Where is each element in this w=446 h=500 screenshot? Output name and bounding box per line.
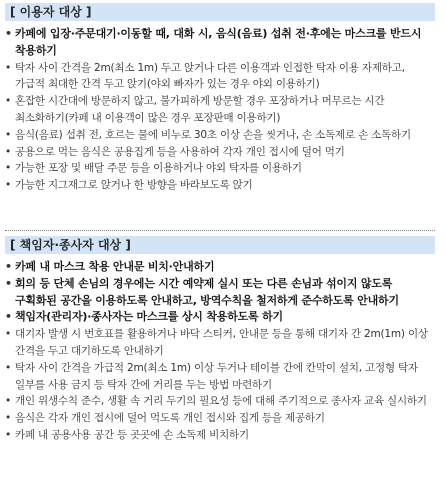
list-item: • 탁자 사이 간격을 2m(최소 1m) 두고 앉거나 다른 이용객과 인접한 탁자 이용 자제하고, 가급적 최대한 간격 두고 앉기(야외 빠자가 있는 경우 야외 이용하기) — [5, 60, 437, 94]
list-item: • 음식(음료) 섭취 전, 호르는 물에 비누로 30초 이상 손을 씻거나, 손 소독제로 손 소독하기 — [5, 127, 437, 144]
list-item: • 개인 위생수칙 준수, 생활 속 거리 두기의 필요성 등에 대해 주기적으로 종사자 교육 실시하기 — [5, 393, 437, 410]
list-item: • 가능한 포장 및 배달 주문 등을 이용하거나 야외 탁자를 이용하기 — [5, 160, 437, 177]
list-item: • 카페 내 마스크 착용 안내문 비치·안내하기 — [5, 259, 437, 276]
list-item: • 탁자 사이 간격을 가급적 2m(최소 1m) 이상 두거나 테이블 간에 칸막이 설치, 고정형 탁자 일부를 사용 금지 등 탁자 간에 거리를 두는 방법 마련하기 — [5, 360, 437, 394]
section-divider — [5, 230, 435, 231]
staff-guidelines-list — [5, 259, 437, 444]
list-item: • 카페에 입장·주문대기·이동할 때, 대화 시, 음식(음료) 섭취 전·후에는 마스크를 반드시 착용하기 — [5, 26, 437, 60]
list-item: • 책임자(관리자)·종사자는 마스크를 상시 착용하도록 하기 — [5, 309, 437, 326]
section-title-users: [ 이용자 대상 ] — [5, 3, 435, 21]
user-guidelines-list — [5, 26, 437, 194]
list-item: • 회의 등 단체 손님의 경우에는 시간 예약제 실시 또는 다른 손님과 섞이지 않도록 구획화된 공간을 이용하도록 안내하고, 방역수칙을 철저하게 준수하도록 안내하기 — [5, 276, 437, 310]
list-item: • 대기자 발생 시 번호표를 활용하거나 바닥 스티커, 안내문 등을 통해 대기자 간 2m(1m) 이상 간격을 두고 대기하도록 안내하기 — [5, 326, 437, 360]
list-item: • 카페 내 공용사용 공간 등 곳곳에 손 소독제 비치하기 — [5, 427, 437, 444]
list-item: • 공용으로 먹는 음식은 공용집게 등을 사용하여 각자 개인 접시에 덜어 먹기 — [5, 144, 437, 161]
list-item: • 음식은 각자 개인 접시에 덜어 먹도록 개인 접시와 집게 등을 제공하기 — [5, 410, 437, 427]
section-title-staff: [ 책임자·종사자 대상 ] — [5, 236, 435, 254]
list-item: • 가능한 지그재그로 앉거나 한 방향을 바라보도록 앉기 — [5, 177, 437, 194]
list-item: • 혼잡한 시간대에 방문하지 않고, 불가피하게 방문할 경우 포장하거나 머무르는 시간 최소화하기(카페 내 이용객이 많은 경우 포장판매 이용하기) — [5, 93, 437, 127]
